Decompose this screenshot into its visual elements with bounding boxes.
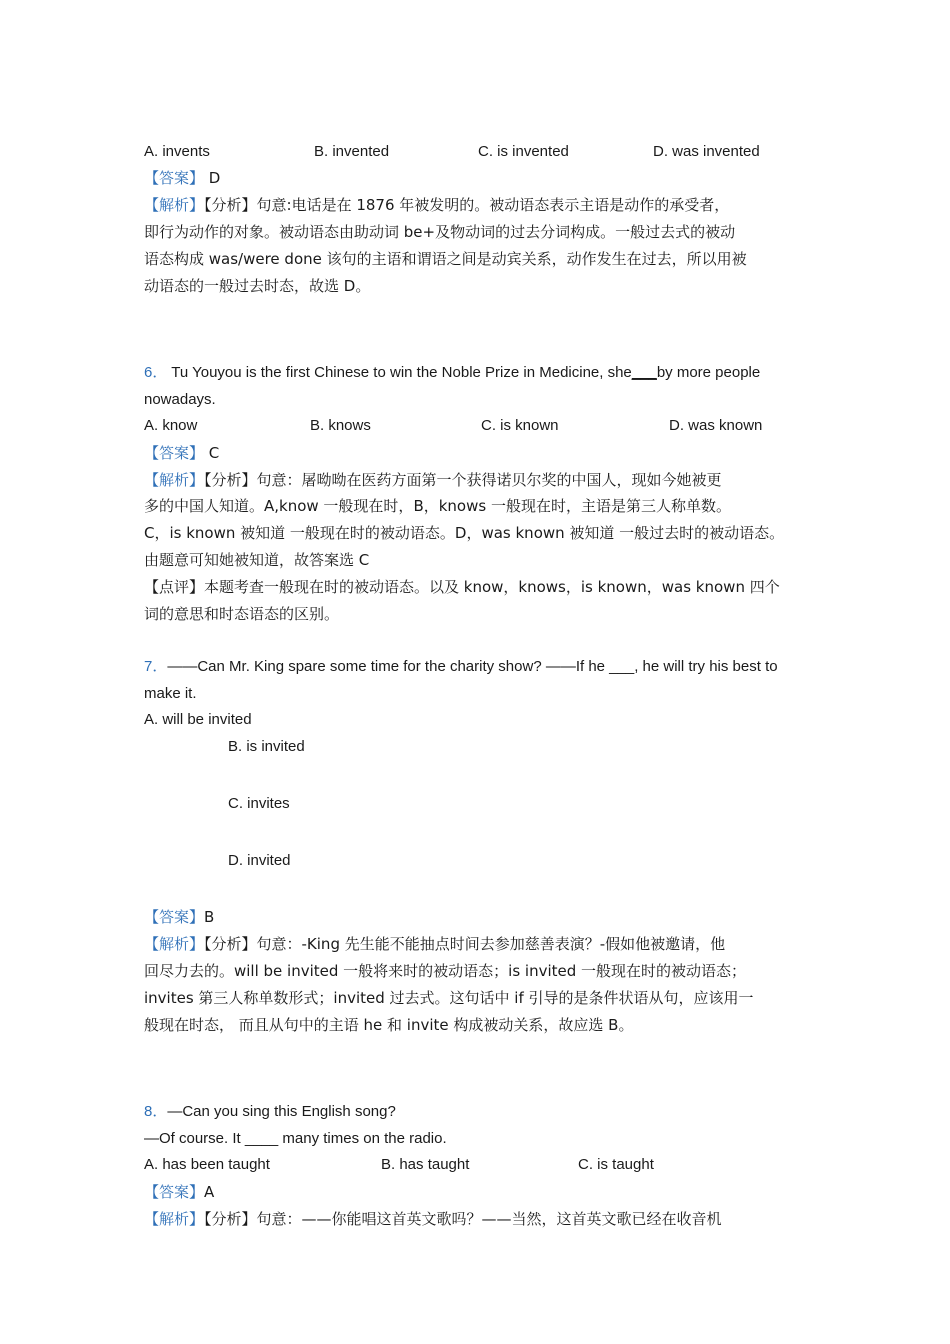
q7-stem-line-2: make it. [144,685,197,702]
q8-answer [144,1182,214,1202]
q7-answer [144,907,214,927]
answer-tag: 【答案】 [144,169,205,187]
q6-analysis-line-1: 【解析】【分析】句意：屠呦呦在医药方面第一个获得诺贝尔奖的中国人，现如今她被更 [144,471,722,489]
q6-stem-line-1: 6． Tu Youyou is the first Chinese to win the Noble Prize in Medicine, she___by more people [144,364,761,381]
q8-option-c: C. is taught [578,1156,654,1173]
answer-value: C [208,444,220,462]
q6-option-c: C. is known [481,417,559,434]
question-number: 6． [144,364,168,381]
q6-comment-line-1: 【点评】本题考查一般现在时的被动语态。以及 know，knows，is known，was known 四个 [144,578,780,596]
q7-analysis-line-1: 【解析】【分析】句意：-King 先生能不能抽点时间去参加慈善表演？-假如他被邀请，他 [144,935,726,953]
q7-analysis-line-3: invites 第三人称单数形式；invited 过去式。这句话中 if 引导的是条件状语从句，应该用一 [144,989,754,1007]
q6-analysis-line-2: 多的中国人知道。A,know 一般现在时，B，knows 一般现在时，主语是第三人称单数。 [144,497,731,515]
answer-tag: 【答案】 [144,908,205,926]
analysis-tag: 【解析】 [144,196,205,214]
analysis-tag: 【解析】 [144,471,205,489]
q5-analysis-line-2: 即行为动作的对象。被动语态由助动词 be+及物动词的过去分词构成。一般过去式的被动 [144,223,736,241]
q7-analysis-line-4: 般现在时态， 而且从句中的主语 he 和 invite 构成被动关系，故应选 B。 [144,1016,634,1034]
q8-analysis-line-1: 【解析】【分析】句意：——你能唱这首英文歌吗？——当然，这首英文歌已经在收音机 [144,1210,722,1228]
q6-stem-line-2: nowadays. [144,391,216,408]
q5-analysis-line-4: 动语态的一般过去时态，故选 D。 [144,277,371,295]
q5-option-d: D. was invented [653,143,760,160]
answer-value: B [204,908,215,926]
question-number: 7． [144,658,168,675]
analysis-tag: 【解析】 [144,935,205,953]
q5-answer [144,168,220,188]
question-number: 8． [144,1103,168,1120]
q6-answer [144,443,219,463]
q7-option-b: B. is invited [228,738,305,755]
answer-value: D [208,169,221,187]
q6-analysis-line-3: C，is known 被知道 一般现在时的被动语态。D，was known 被知道 一般过去时的被动语态。 [144,524,785,542]
q5-analysis-line-1: 【解析】【分析】句意:电话是在 1876 年被发明的。被动语态表示主语是动作的承受者， [144,196,730,214]
q8-option-a: A. has been taught [144,1156,270,1173]
q7-analysis-line-2: 回尽力去的。will be invited 一般将来时的被动语态；is invited 一般现在时的被动语态； [144,962,747,980]
answer-tag: 【答案】 [144,444,205,462]
q8-stem-line-2: —Of course. It ____ many times on the radio. [144,1130,447,1147]
q6-analysis-line-4: 由题意可知她被知道，故答案选 C [144,551,370,569]
analysis-tag: 【解析】 [144,1210,205,1228]
q8-stem-line-1: 8．—Can you sing this English song? [144,1103,396,1120]
q5-option-c: C. is invented [478,143,569,160]
answer-tag: 【答案】 [144,1183,205,1201]
q7-stem-line-1: 7．——Can Mr. King spare some time for the charity show? ——If he ___, he will try his best to [144,658,778,675]
q6-comment-line-2: 词的意思和时态语态的区别。 [144,605,340,623]
q8-option-b: B. has taught [381,1156,470,1173]
q6-option-a: A. know [144,417,198,434]
q6-option-d: D. was known [669,417,763,434]
answer-blank: ___ [631,364,657,381]
q7-option-a: A. will be invited [144,711,252,728]
q5-analysis-line-3: 语态构成 was/were done 该句的主语和谓语之间是动宾关系，动作发生在过去，所以用被 [144,250,747,268]
q7-option-d: D. invited [228,852,291,869]
q5-option-a: A. invents [144,143,210,160]
q5-option-b: B. invented [314,143,390,160]
answer-value: A [204,1183,215,1201]
q7-option-c: C. invites [228,795,290,812]
q6-option-b: B. knows [310,417,371,434]
